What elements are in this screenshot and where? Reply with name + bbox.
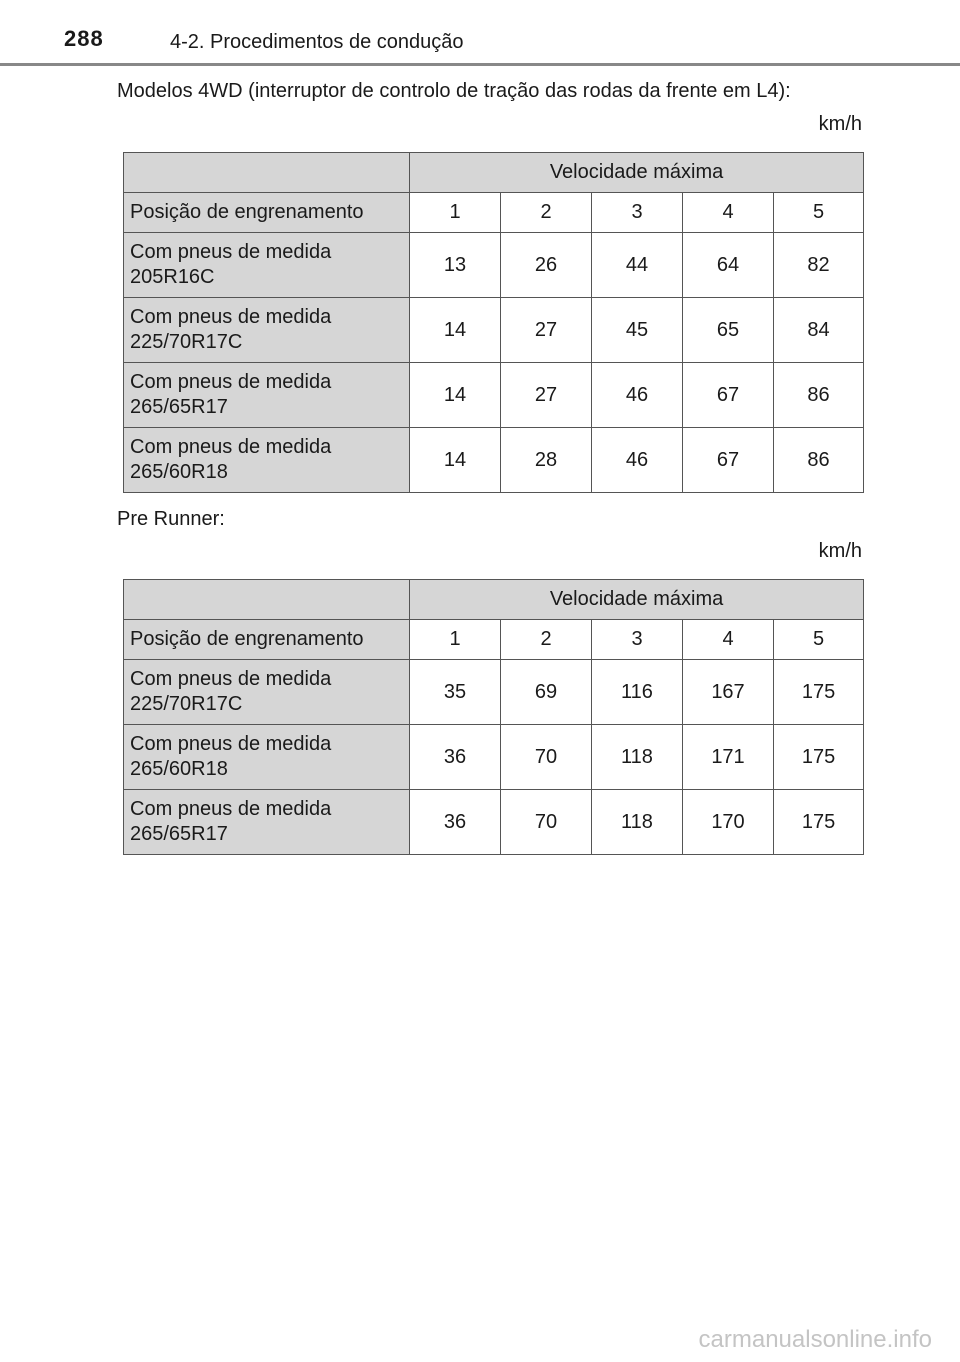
- gear-cell: 1: [410, 620, 501, 660]
- speed-cell: 64: [683, 233, 774, 298]
- gear-cell: 5: [774, 193, 864, 233]
- tire-size-label: Com pneus de medida 205R16C: [124, 233, 410, 298]
- speed-cell: 14: [410, 298, 501, 363]
- table-row: [124, 725, 864, 790]
- speed-cell: 44: [592, 233, 683, 298]
- gear-position-label: Posição de engrenamento: [124, 620, 410, 660]
- page-number: 288: [64, 26, 104, 51]
- speed-cell: 86: [774, 363, 864, 428]
- max-speed-header: Velocidade máxima: [410, 153, 864, 193]
- speed-cell: 70: [501, 725, 592, 790]
- speed-cell: 36: [410, 790, 501, 855]
- speed-cell: 26: [501, 233, 592, 298]
- table-row: [124, 660, 864, 725]
- speed-cell: 175: [774, 660, 864, 725]
- intro-4wd: Modelos 4WD (interruptor de controlo de tração das rodas da frente em L4):: [117, 80, 791, 102]
- gear-row: [124, 193, 864, 233]
- speed-cell: 14: [410, 428, 501, 493]
- gear-row: [124, 620, 864, 660]
- gear-cell: 1: [410, 193, 501, 233]
- speed-cell: 13: [410, 233, 501, 298]
- gear-cell: 2: [501, 193, 592, 233]
- unit-4wd: km/h: [818, 113, 862, 135]
- unit-prerunner: km/h: [818, 540, 862, 562]
- speed-cell: 171: [683, 725, 774, 790]
- speed-cell: 69: [501, 660, 592, 725]
- table-row: [124, 428, 864, 493]
- table-header-row: [124, 580, 864, 620]
- speed-table-4wd: [123, 152, 864, 493]
- gear-cell: 4: [683, 620, 774, 660]
- intro-prerunner: Pre Runner:: [117, 508, 225, 530]
- table-header-row: [124, 153, 864, 193]
- tire-size-label: Com pneus de medida 265/65R17: [124, 363, 410, 428]
- speed-cell: 46: [592, 363, 683, 428]
- page-header: [0, 0, 960, 66]
- gear-position-label: Posição de engrenamento: [124, 193, 410, 233]
- watermark: carmanualsonline.info: [698, 1326, 932, 1353]
- section-title: 4-2. Procedimentos de condução: [170, 31, 464, 53]
- speed-cell: 65: [683, 298, 774, 363]
- speed-cell: 27: [501, 298, 592, 363]
- gear-cell: 5: [774, 620, 864, 660]
- table-row: [124, 233, 864, 298]
- max-speed-header: Velocidade máxima: [410, 580, 864, 620]
- tire-size-label: Com pneus de medida 265/60R18: [124, 725, 410, 790]
- speed-cell: 70: [501, 790, 592, 855]
- speed-cell: 14: [410, 363, 501, 428]
- speed-cell: 45: [592, 298, 683, 363]
- speed-cell: 28: [501, 428, 592, 493]
- gear-cell: 4: [683, 193, 774, 233]
- speed-cell: 86: [774, 428, 864, 493]
- speed-cell: 67: [683, 428, 774, 493]
- speed-cell: 118: [592, 790, 683, 855]
- table-row: [124, 298, 864, 363]
- speed-cell: 46: [592, 428, 683, 493]
- speed-cell: 84: [774, 298, 864, 363]
- speed-cell: 36: [410, 725, 501, 790]
- speed-cell: 118: [592, 725, 683, 790]
- speed-cell: 170: [683, 790, 774, 855]
- speed-cell: 67: [683, 363, 774, 428]
- speed-table-prerunner: [123, 579, 864, 855]
- table-corner-cell: [124, 580, 410, 620]
- gear-cell: 3: [592, 193, 683, 233]
- gear-cell: 3: [592, 620, 683, 660]
- gear-cell: 2: [501, 620, 592, 660]
- speed-cell: 116: [592, 660, 683, 725]
- tire-size-label: Com pneus de medida 265/65R17: [124, 790, 410, 855]
- tire-size-label: Com pneus de medida 265/60R18: [124, 428, 410, 493]
- speed-cell: 175: [774, 790, 864, 855]
- speed-cell: 175: [774, 725, 864, 790]
- tire-size-label: Com pneus de medida 225/70R17C: [124, 660, 410, 725]
- speed-cell: 35: [410, 660, 501, 725]
- table-corner-cell: [124, 153, 410, 193]
- table-row: [124, 790, 864, 855]
- table-row: [124, 363, 864, 428]
- speed-cell: 82: [774, 233, 864, 298]
- speed-cell: 27: [501, 363, 592, 428]
- tire-size-label: Com pneus de medida 225/70R17C: [124, 298, 410, 363]
- speed-cell: 167: [683, 660, 774, 725]
